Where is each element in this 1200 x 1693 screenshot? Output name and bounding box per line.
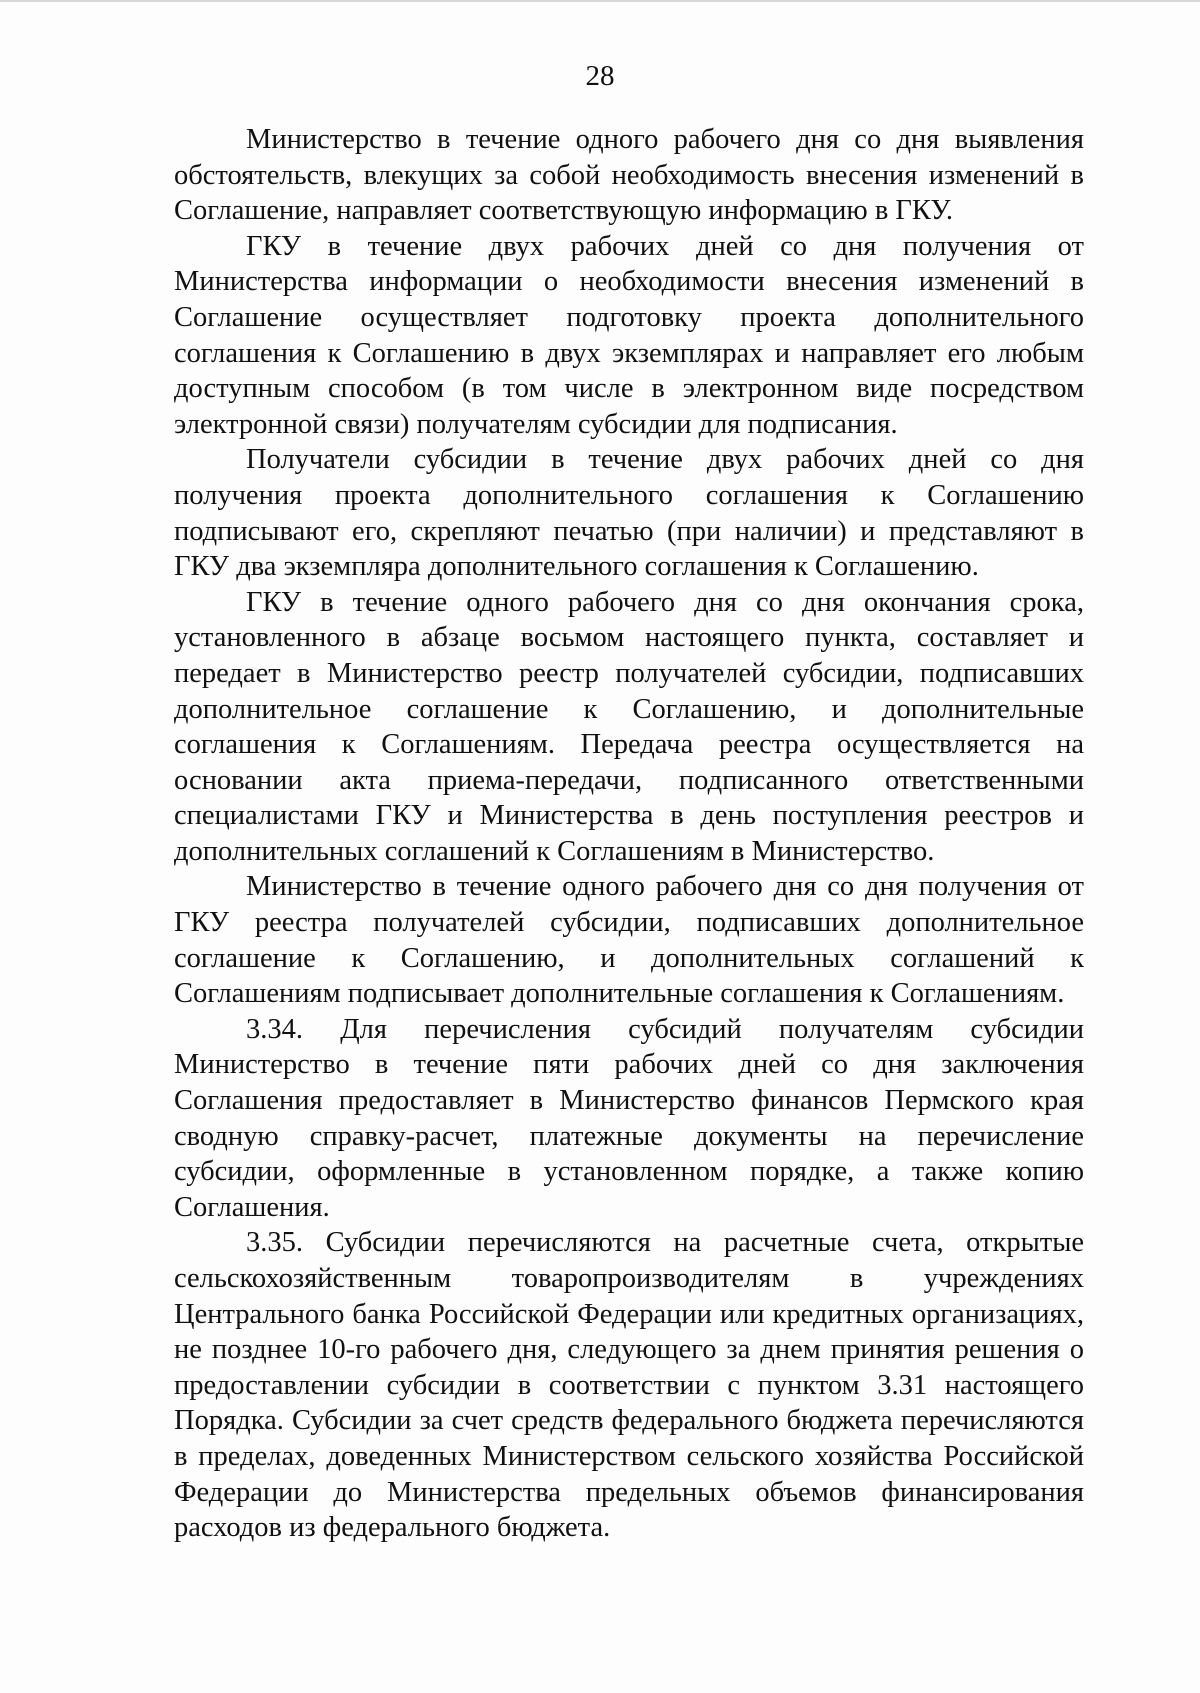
paragraph-ministry-notification: Министерство в течение одного рабочего дня со дня выявления обстоятельств, влекущих за собой необходимость внесения изменений в Соглашение, направляет соответствующую информацию в ГКУ. — [174, 124, 1084, 227]
paragraph-ministry-signing: Министерство в течение одного рабочего дня со дня получения от ГКУ реестра получателей субсидии, подписавших дополнительное соглашение к Соглашению, и дополнительных соглашений к Соглашениям подписывает дополнительные соглашения к Соглашениям. — [174, 871, 1084, 1010]
paragraph-3-34: 3.34. Для перечисления субсидий получателям субсидии Министерство в течение пяти рабочих дней со дня заключения Соглашения предоставляет в Министерство финансов Пермского края сводную справку-расчет, платежные документы на перечисление субсидии, оформленные в установленном порядке, а также копию Соглашения. — [174, 1013, 1084, 1223]
page-number: 28 — [585, 60, 615, 92]
paragraph-gku-preparation: ГКУ в течение двух рабочих дней со дня получения от Министерства информации о необходимости внесения изменений в Соглашение осуществляет подготовку проекта дополнительного соглашения к Соглашению в двух экземплярах и направляет его любым доступным способом (в том числе в электронном виде посредством электронной связи) получателям субсидии для подписания. — [174, 230, 1084, 440]
paragraph-3-35: 3.35. Субсидии перечисляются на расчетные счета, открытые сельскохозяйственным товаропроизводителям в учреждениях Центрального банка Российской Федерации или кредитных организациях, не позднее 10-го рабочего дня, следующего за днем принятия решения о предоставлении субсидии в соответствии с пунктом 3.31 настоящего Порядка. Субсидии за счет средств федерального бюджета перечисляются в пределах, доведенных Министерством сельского хозяйства Российской Федерации до Министерства предельных объемов финансирования расходов из федерального бюджета. — [174, 1227, 1084, 1544]
paragraph-recipients-signing: Получатели субсидии в течение двух рабочих дней со дня получения проекта дополнительного соглашения к Соглашению подписывают его, скрепляют печатью (при наличии) и представляют в ГКУ два экземпляра дополнительного соглашения к Соглашению. — [174, 444, 1084, 583]
paragraph-gku-registry: ГКУ в течение одного рабочего дня со дня окончания срока, установленного в абзаце восьмом настоящего пункта, составляет и передает в Министерство реестр получателей субсидии, подписавших дополнительное соглашение к Соглашению, и дополнительные соглашения к Соглашениям. Передача реестра осуществляется на основании акта приема-передачи, подписанного ответственными специалистами ГКУ и Министерства в день поступления реестров и дополнительных соглашений к Соглашениям в Министерство. — [174, 586, 1084, 867]
document-body — [174, 122, 1084, 1546]
